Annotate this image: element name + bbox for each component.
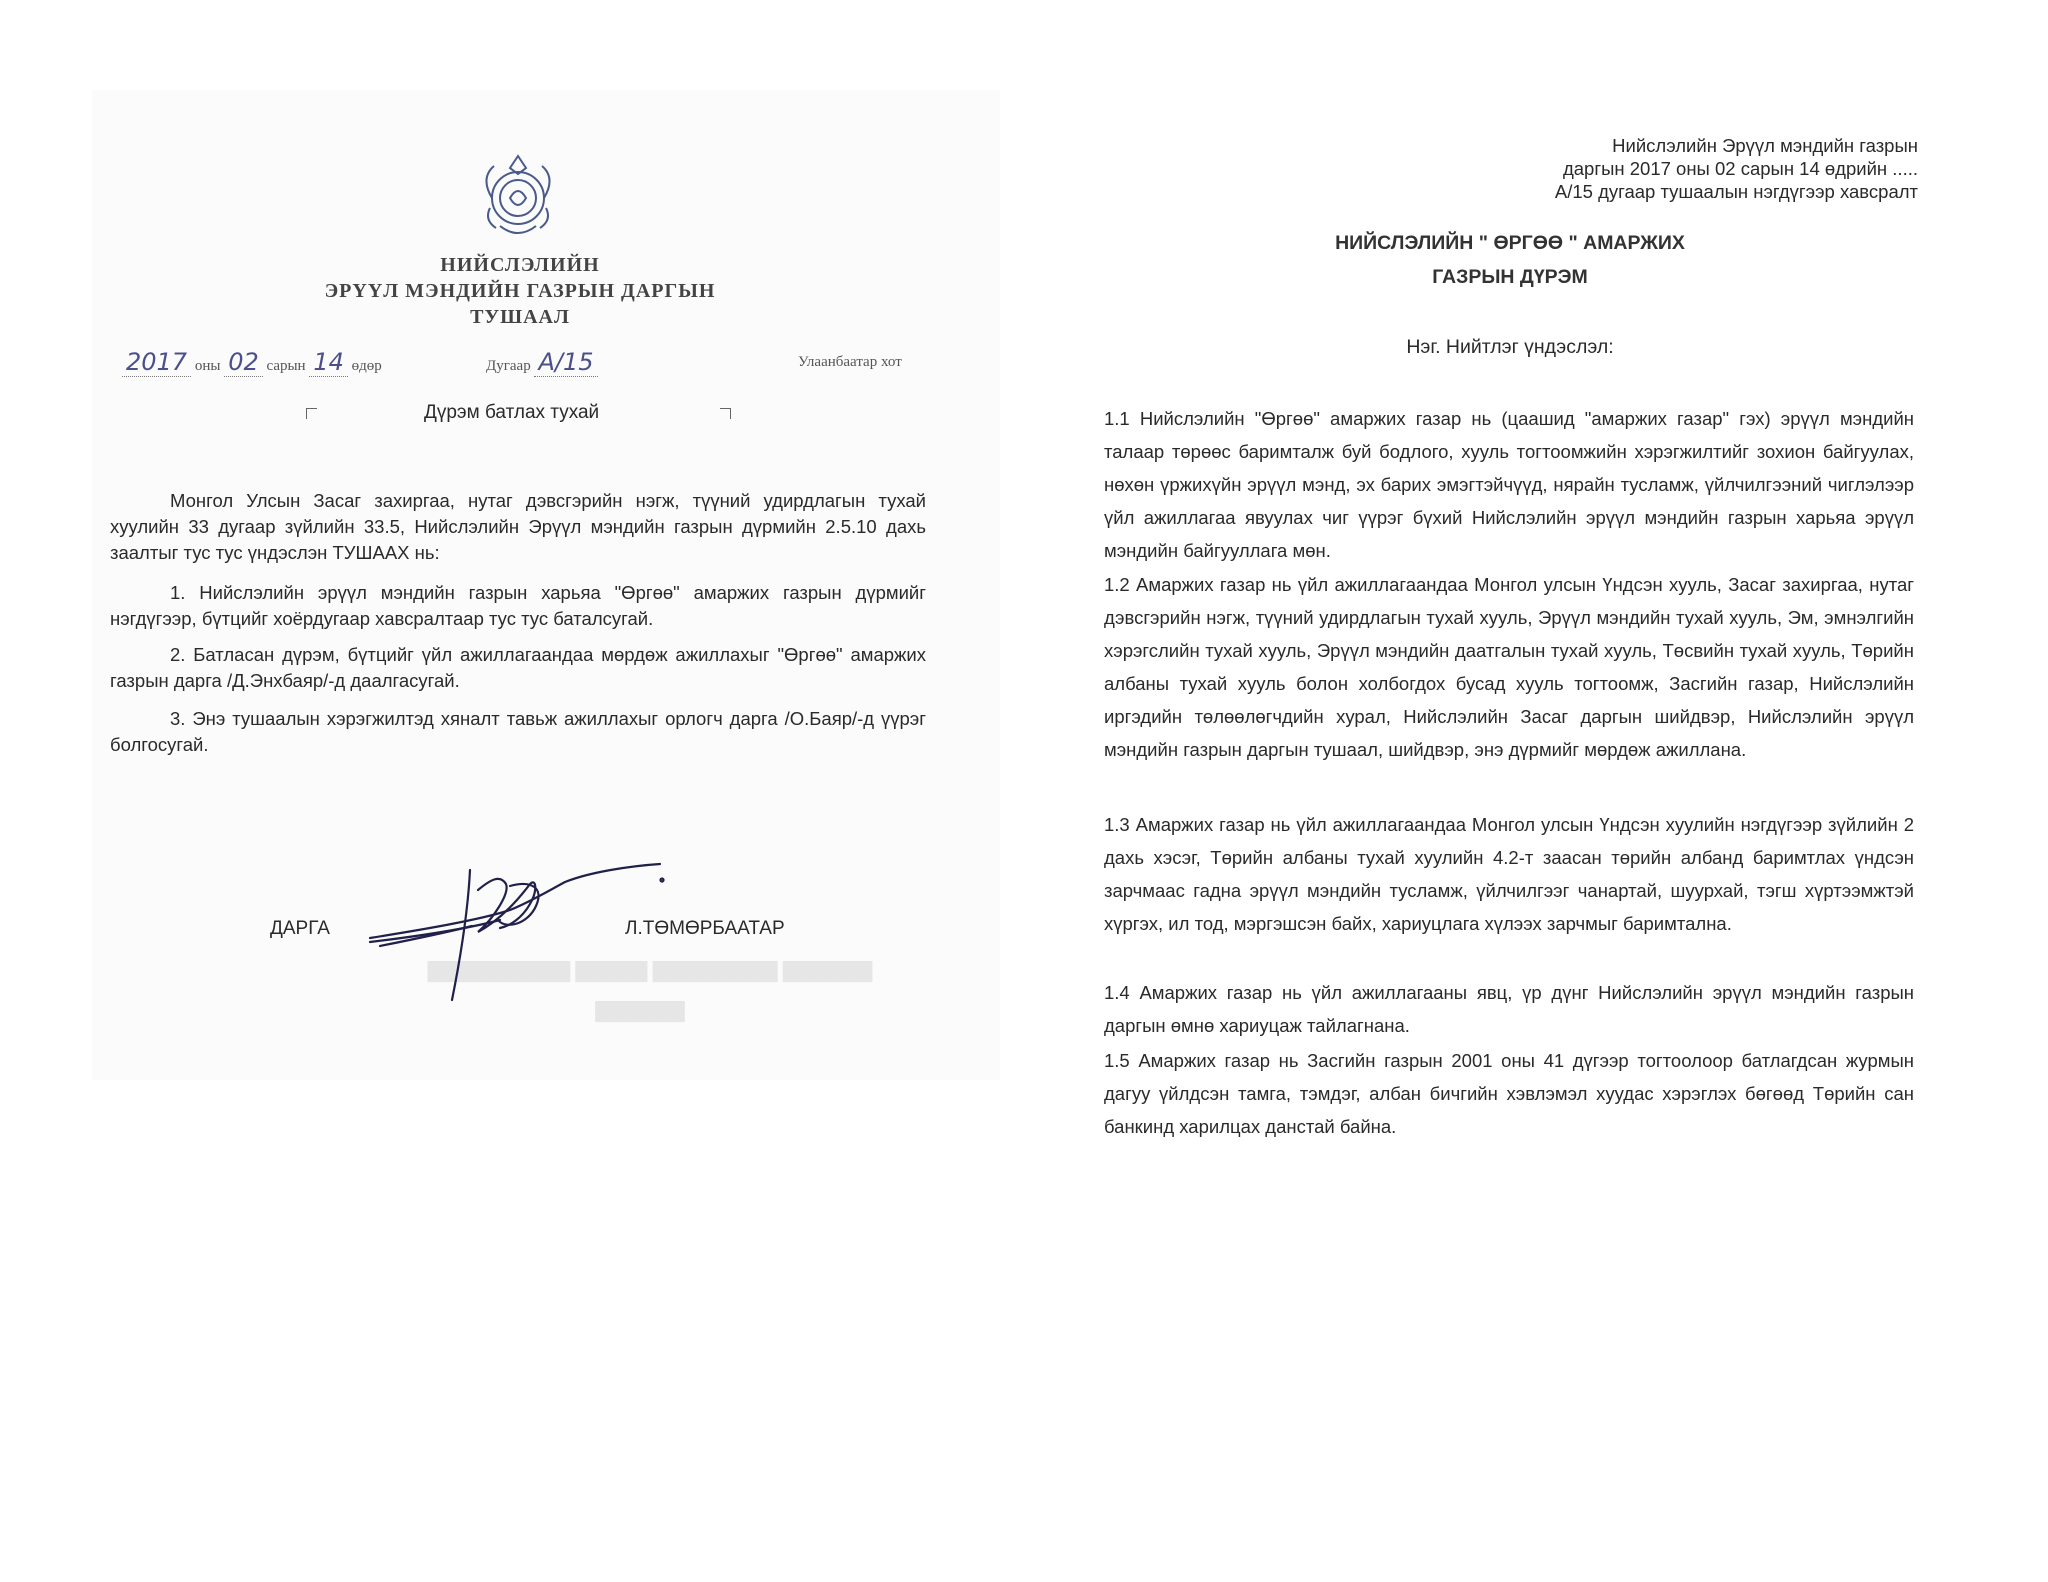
charter-title-line1: НИЙСЛЭЛИЙН " ӨРГӨӨ " АМАРЖИХ: [1335, 232, 1685, 254]
order-item-2: 2. Батласан дүрэм, бүтцийг үйл ажиллагаандаа мөрдөж ажиллахыг "Өргөө" амаржих газрын дарга /Д.Энхбаяр/-д даалгасугай.: [110, 644, 926, 691]
charter-paragraph-1-4: 1.4 Амаржих газар нь үйл ажиллагааны явц, үр дүнг Нийслэлийн эрүүл мэндийн газрын даргын өмнө хариуцаж тайлагнана.: [1104, 982, 1914, 1036]
charter-title-line2: ГАЗРЫН ДҮРЭМ: [1432, 266, 1588, 288]
date-field: 2017 оны 02 сарын 14 өдөр: [122, 348, 382, 377]
signature-icon: [360, 850, 670, 1010]
order-number-value: А/15: [534, 348, 597, 377]
date-day: 14: [309, 348, 348, 377]
date-month: 02: [224, 348, 263, 377]
order-item-3: 3. Энэ тушаалын хэрэгжилтэд хяналт тавьж ажиллахыг орлогч дарга /О.Баяр/-д үүрэг болгосугай.: [110, 708, 926, 755]
charter-paragraph-1-1: 1.1 Нийслэлийн "Өргөө" амаржих газар нь (цаашид "амаржих газар" гэх) эрүүл мэндийн талаар төрөөс баримталж буй бодлого, хууль тогтоомжийн хэрэгжилтийг зохион байгуулах, нөхөн үржихүйн эрүүл мэнд, эх барих эмэгтэйчүүд, нярайн тусламж, үйлчилгээний чиглэлээр үйл ажиллагаа явуулах чиг үүрэг бүхий Нийслэлийн эрүүл мэндийн газрын харьяа эрүүл мэндийн байгууллага мөн.: [1104, 408, 1914, 561]
subject-bracket-left: [306, 408, 317, 419]
order-number: Дугаар А/15: [486, 348, 598, 377]
org-name-line2: ЭРҮҮЛ МЭНДИЙН ГАЗРЫН ДАРГЫН: [324, 280, 716, 302]
org-name-line3: ТУШААЛ: [470, 306, 570, 328]
subject-bracket-right: [720, 408, 731, 419]
show-through-text: ▆▆▆▆▆▆▆▆ ▆▆▆▆ ▆▆▆▆▆▆▆ ▆▆▆▆▆: [428, 955, 872, 981]
order-item-1: 1. Нийслэлийн эрүүл мэндийн газрын харьяа "Өргөө" амаржих газрын дүрмийг нэгдүгээр, бүтцийг хоёрдугаар хавсралтаар тус тус баталсугай.: [110, 582, 926, 629]
date-year: 2017: [122, 348, 191, 377]
signer-name: Л.ТӨМӨРБААТАР: [625, 918, 785, 939]
charter-paragraph-1-3: 1.3 Амаржих газар нь үйл ажиллагаандаа Монгол улсын Үндсэн хуулийн нэгдүгээр зүйлийн 2 дахь хэсэг, Төрийн албаны тухай хуулийн 4.2-т заасан төрийн албанд баримтлах үндсэн зарчмаас гадна эрүүл мэндийн тусламж, үйлчилгээг чанартай, шуурхай, тэгш хүртээмжтэй хүргэх, ил тод, мэргэшсэн байх, хариуцлага хүлээх зарчмыг баримтална.: [1104, 814, 1914, 934]
city: Улаанбаатар хот: [798, 354, 902, 370]
signer-title: ДАРГА: [270, 918, 330, 939]
show-through-text: ▆▆▆▆▆: [595, 995, 685, 1021]
preamble: Монгол Улсын Засаг захиргаа, нутаг дэвсгэрийн нэгж, түүний удирдлагын тухай хуулийн 33 дугаар зүйлийн 33.5, Нийслэлийн Эрүүл мэндийн газрын дүрмийн 2.5.10 дахь заалтыг тус тус үндэслэн ТУШААХ нь:: [110, 490, 926, 563]
subject: Дүрэм батлах тухай: [424, 402, 600, 423]
annex-note-line2: даргын 2017 оны 02 сарын 14 өдрийн .....: [1562, 158, 1918, 179]
charter-paragraph-1-5: 1.5 Амаржих газар нь Засгийн газрын 2001 оны 41 дүгээр тогтоолоор батлагдсан журмын дагуу үйлдсэн тамга, тэмдэг, албан бичгийн хэвлэмэл хуудас хэрэглэх бөгөөд Төрийн сан банкинд харилцах данстай байна.: [1104, 1050, 1914, 1137]
state-emblem-icon: [470, 148, 566, 244]
charter-paragraph-1-2: 1.2 Амаржих газар нь үйл ажиллагаандаа Монгол улсын Үндсэн хууль, Засаг захиргаа, нутаг дэвсгэрийн нэгж, түүний удирдлагын тухай хууль, Эрүүл мэндийн тухай хууль, Эм, эмнэлгийн хэрэгслийн тухай хууль, Эрүүл мэндийн даатгалын тухай хууль, Төсвийн тухай хууль, Төрийн албаны тухай хууль болон холбогдох бусад хууль тогтоомж, Засгийн газар, Нийслэлийн иргэдийн төлөөлөгчдийн хурал, Нийслэлийн Засаг даргын шийдвэр, Нийслэлийн эрүүл мэндийн газрын даргын тушаал, шийдвэр, энэ дүрмийг мөрдөж ажиллана.: [1104, 574, 1914, 760]
annex-note-line3: А/15 дугаар тушаалын нэгдүгээр хавсралт: [1554, 181, 1918, 202]
org-name-line1: НИЙСЛЭЛИЙН: [440, 254, 600, 276]
section-heading: Нэг. Нийтлэг үндэслэл:: [1406, 336, 1614, 358]
annex-note-line1: Нийслэлийн Эрүүл мэндийн газрын: [1612, 135, 1918, 156]
